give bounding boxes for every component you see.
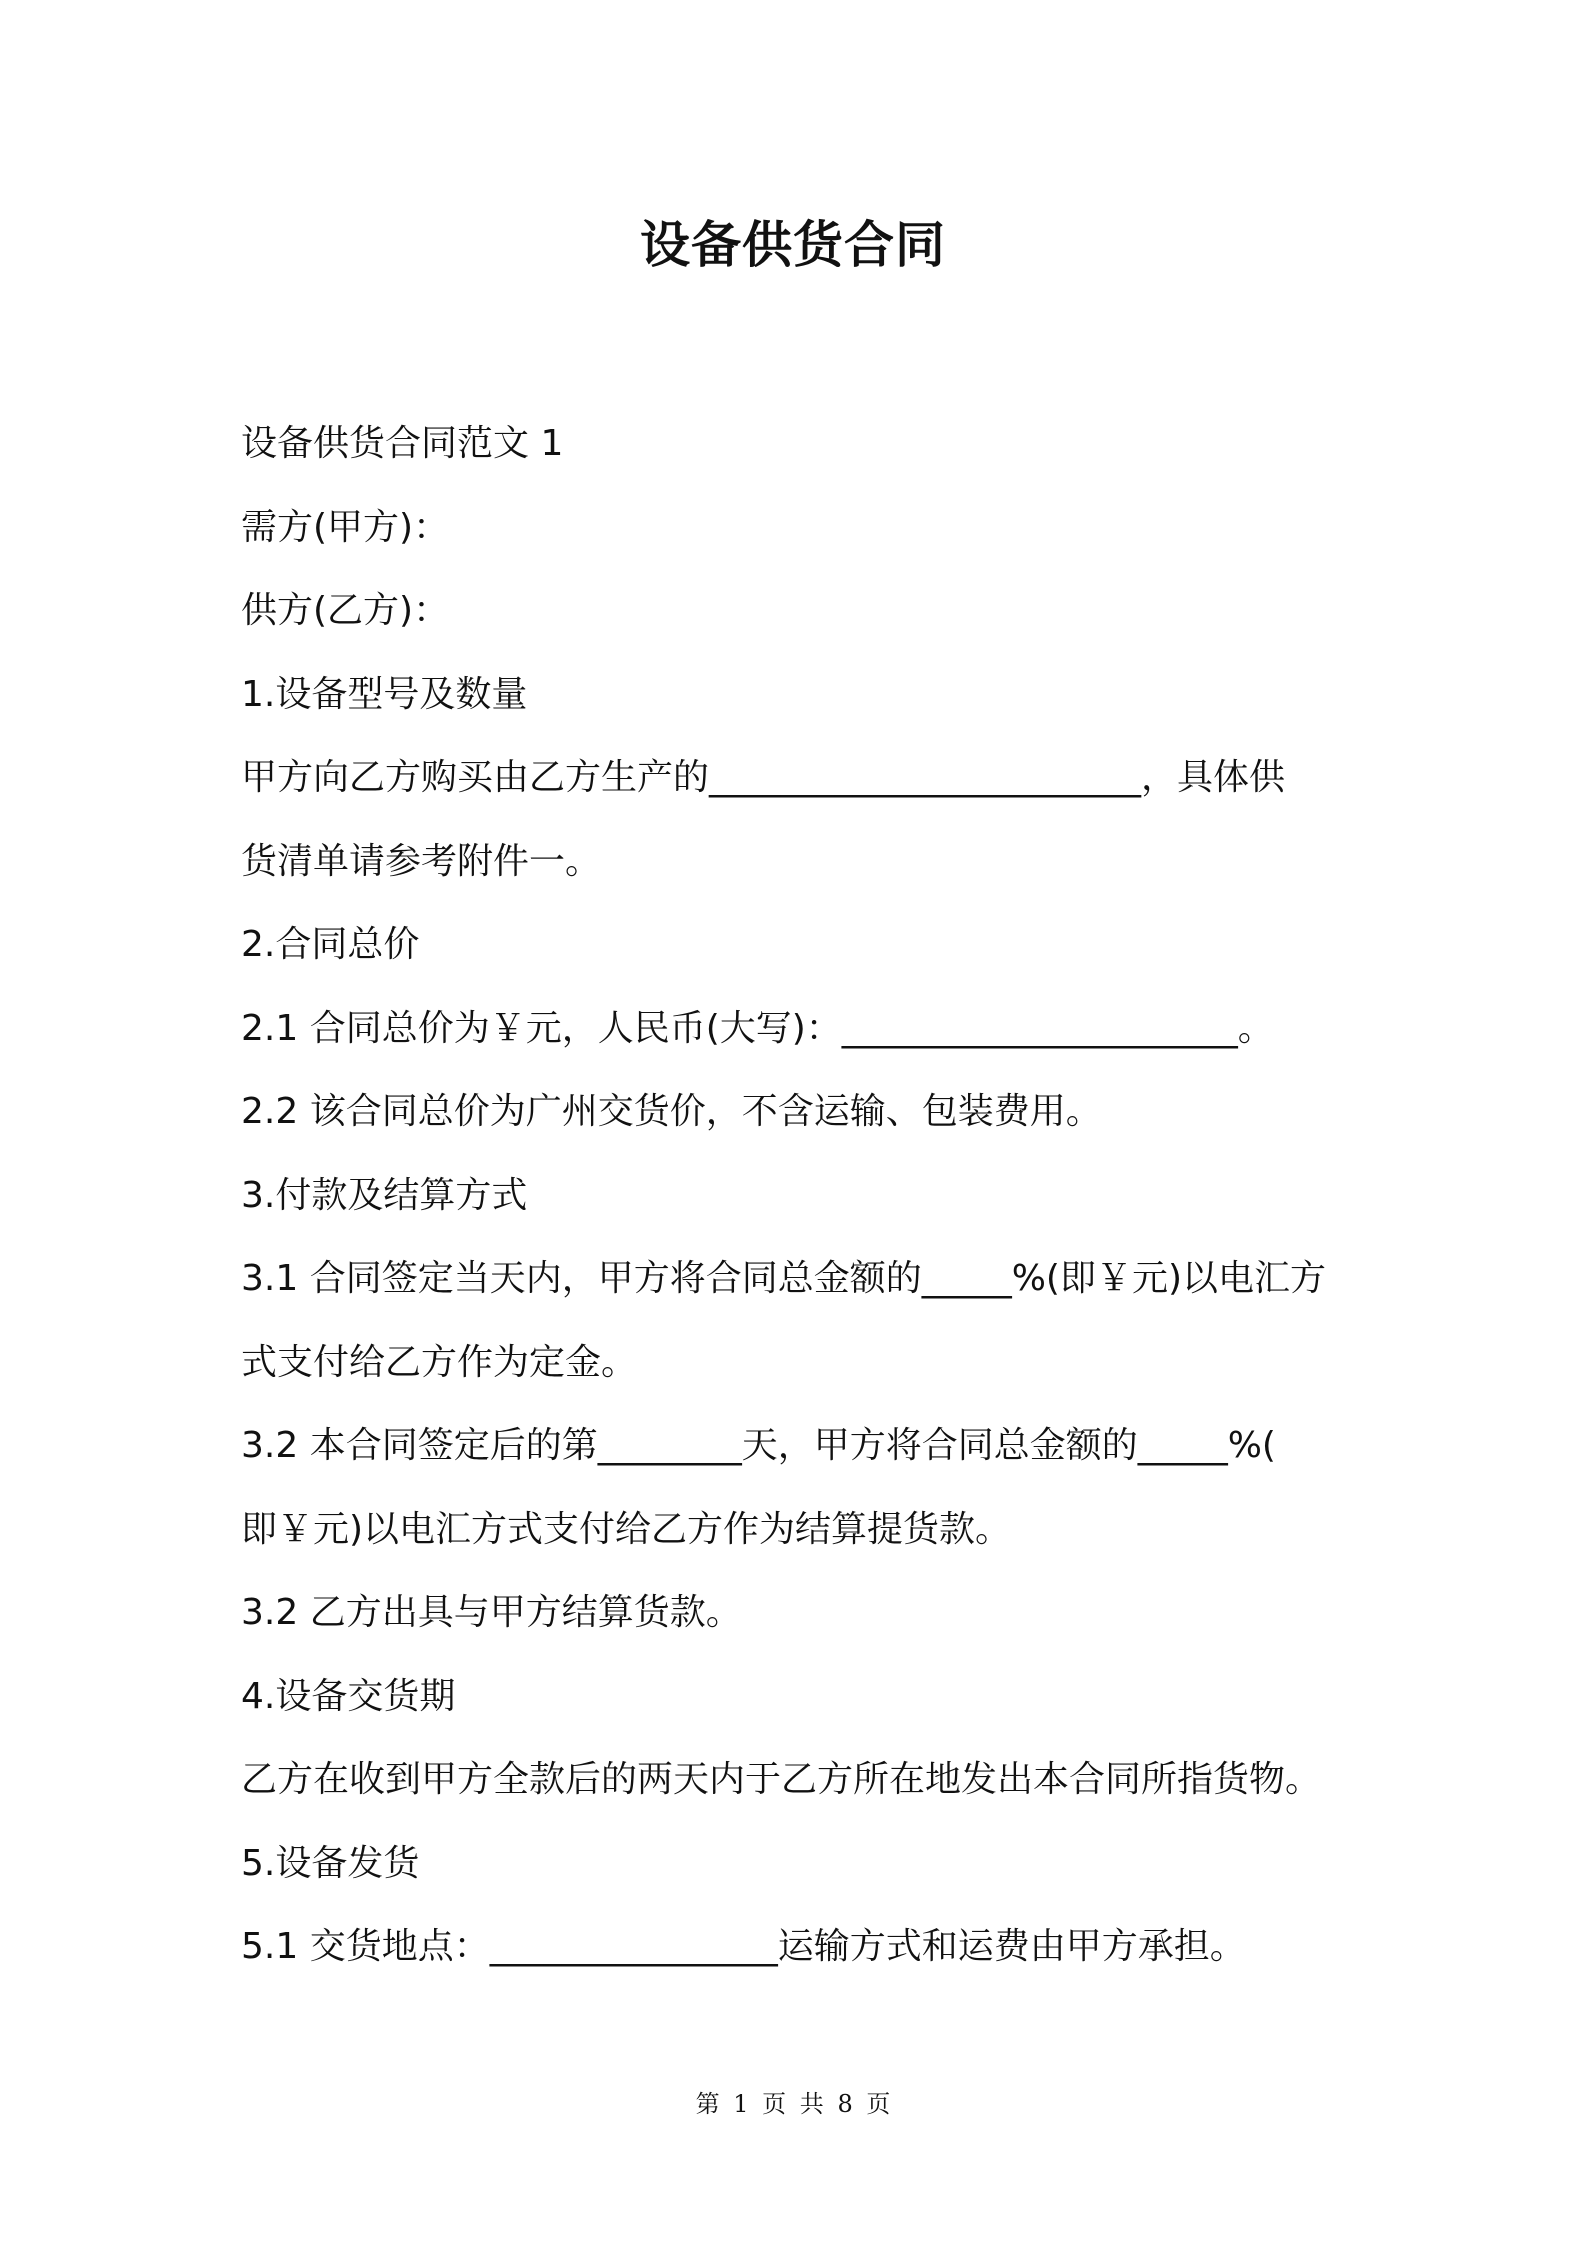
paragraph-line: 3.1 合同签定当天内，甲方将合同总金额的_____%(即￥元)以电汇方 <box>241 1258 1326 1299</box>
paragraph-line: 3.2 本合同签定后的第________天，甲方将合同总金额的_____%( <box>241 1425 1276 1466</box>
page-footer: 第 1 页 共 8 页 <box>695 2090 891 2118</box>
clause-heading: 5.设备发货 <box>241 1842 420 1884</box>
clause-heading: 1.设备型号及数量 <box>241 673 528 715</box>
document-title: 设备供货合同 <box>640 216 946 274</box>
paragraph-line: 甲方向乙方购买由乙方生产的________________________，具体供 <box>241 757 1286 798</box>
paragraph-line: 乙方在收到甲方全款后的两天内于乙方所在地发出本合同所指货物。 <box>241 1759 1322 1800</box>
clause-heading: 2.合同总价 <box>241 924 420 965</box>
document-body <box>241 402 1361 1989</box>
paragraph-line: 式支付给乙方作为定金。 <box>241 1341 638 1383</box>
paragraph-line: 5.1 交货地点：________________运输方式和运费由甲方承担。 <box>241 1926 1246 1967</box>
paragraph-line: 货清单请参考附件一。 <box>241 840 602 882</box>
paragraph-line: 2.1 合同总价为￥元，人民币(大写)：______________________。 <box>241 1007 1274 1049</box>
paragraph-line: 即￥元)以电汇方式支付给乙方作为结算提货款。 <box>241 1508 1012 1550</box>
party-a-label: 需方(甲方)： <box>241 506 450 548</box>
paragraph-line: 3.2 乙方出具与甲方结算货款。 <box>241 1592 742 1633</box>
party-b-label: 供方(乙方)： <box>241 590 450 631</box>
paragraph-line: 2.2 该合同总价为广州交货价，不含运输、包装费用。 <box>241 1091 1102 1132</box>
clause-heading: 3.付款及结算方式 <box>241 1174 528 1216</box>
clause-heading: 4.设备交货期 <box>241 1675 456 1717</box>
section-heading: 设备供货合同范文 1 <box>241 423 564 464</box>
